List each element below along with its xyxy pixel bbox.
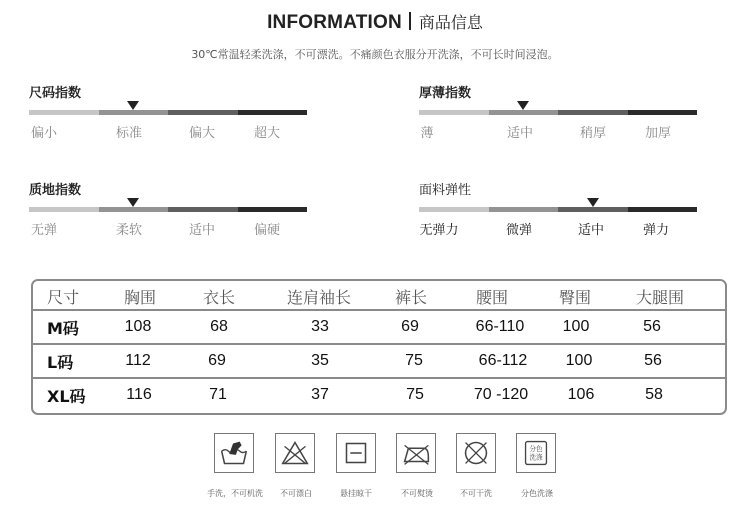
scale-bar (29, 207, 307, 212)
title-chinese: 商品信息 (418, 13, 483, 32)
separate-wash-icon (516, 433, 556, 473)
table-cell: 100 (562, 318, 590, 335)
scale-bar (419, 110, 697, 115)
table-header-cell: 衣长 (202, 287, 236, 307)
texture-index-scale (29, 179, 319, 249)
scale-option: 偏硬 (253, 223, 281, 238)
scale-marker-icon (127, 101, 139, 110)
scale-segment (238, 207, 308, 212)
scale-segment (419, 207, 489, 212)
scale-segment (628, 207, 698, 212)
scale-segment (489, 207, 559, 212)
scale-option: 加厚 (644, 126, 672, 141)
scale-segment (489, 110, 559, 115)
scale-option: 微弹 (505, 223, 533, 238)
separate-wash-text: 洗涤 (529, 453, 543, 462)
table-cell-size: M码 (47, 318, 79, 338)
table-cell: 71 (209, 386, 227, 403)
scale-segment (238, 110, 308, 115)
scale-option: 偏小 (30, 126, 58, 141)
table-cell: 68 (210, 318, 228, 335)
table-cell: 56 (643, 318, 661, 335)
table-header-cell: 臀围 (558, 287, 592, 307)
table-cell-size: L码 (47, 352, 74, 372)
page-title (0, 10, 750, 34)
table-cell: 66-110 (475, 318, 525, 335)
care-label: 不可熨烫 (401, 489, 433, 498)
scale-option: 偏大 (188, 126, 216, 141)
scale-option: 稍厚 (579, 126, 607, 141)
scale-marker-icon (517, 101, 529, 110)
scale-option: 弹力 (642, 223, 670, 238)
scale-option: 适中 (188, 223, 216, 238)
table-cell: 33 (311, 318, 329, 335)
care-label: 悬挂晾干 (340, 489, 372, 498)
scale-segment (628, 110, 698, 115)
separate-wash-text: 分色 (529, 445, 543, 454)
table-header-cell: 胸围 (123, 287, 157, 307)
scale-segment (29, 207, 99, 212)
scale-option: 无弹力 (419, 223, 459, 238)
scale-option: 无弹 (30, 223, 58, 238)
table-row (33, 345, 725, 377)
scale-segment (558, 207, 628, 212)
scale-option: 柔软 (115, 223, 143, 238)
scale-label: 厚薄指数 (419, 86, 472, 101)
table-header-cell: 裤长 (394, 287, 428, 307)
care-label: 手洗，不可机洗 (207, 489, 263, 498)
hand-wash-icon (214, 433, 254, 473)
table-cell: 100 (565, 352, 593, 369)
scale-label: 质地指数 (29, 183, 82, 198)
scale-bar (29, 110, 307, 115)
scale-segment (99, 110, 169, 115)
no-dry-clean-icon (456, 433, 496, 473)
table-cell: 75 (406, 386, 424, 403)
table-cell: 69 (208, 352, 226, 369)
table-header-cell: 腰围 (475, 287, 509, 307)
table-cell: 108 (124, 318, 152, 335)
table-header-row (33, 281, 725, 311)
table-cell: 106 (567, 386, 595, 403)
table-cell: 116 (126, 386, 152, 403)
care-label: 不可漂白 (280, 489, 312, 498)
table-cell-size: XL码 (47, 386, 86, 406)
scale-segment (29, 110, 99, 115)
table-cell: 75 (405, 352, 423, 369)
hang-dry-icon (336, 433, 376, 473)
table-cell: 66-112 (478, 352, 528, 369)
care-label: 不可干洗 (460, 489, 492, 498)
title-divider (409, 12, 411, 30)
scale-bar (419, 207, 697, 212)
scale-segment (168, 207, 238, 212)
table-cell: 69 (401, 318, 419, 335)
scale-segment (168, 110, 238, 115)
scale-segment (558, 110, 628, 115)
table-header-cell: 大腿围 (635, 287, 685, 307)
table-row (33, 311, 725, 343)
table-cell: 35 (311, 352, 329, 369)
table-cell: 112 (125, 352, 151, 369)
table-cell: 58 (645, 386, 663, 403)
scale-segment (419, 110, 489, 115)
table-cell: 37 (311, 386, 329, 403)
scale-label: 面料弹性 (419, 183, 472, 198)
scale-label: 尺码指数 (29, 86, 82, 101)
scale-option: 标准 (115, 126, 143, 141)
size-table (31, 279, 727, 415)
table-header-cell: 尺寸 (47, 287, 80, 307)
scale-option: 适中 (506, 126, 534, 141)
care-label: 分色洗涤 (521, 489, 553, 498)
table-row (33, 379, 725, 411)
scale-segment (99, 207, 169, 212)
scale-option: 薄 (420, 126, 434, 141)
no-bleach-icon (275, 433, 315, 473)
scale-option: 适中 (577, 223, 605, 238)
table-cell: 70 -120 (473, 386, 529, 403)
title-english: INFORMATION (267, 12, 402, 33)
thickness-index-scale (419, 82, 709, 152)
size-index-scale (29, 82, 319, 152)
table-header-cell: 连肩袖长 (286, 287, 352, 307)
elasticity-scale (419, 179, 709, 249)
scale-option: 超大 (253, 126, 281, 141)
no-iron-icon (396, 433, 436, 473)
scale-marker-icon (587, 198, 599, 207)
table-cell: 56 (644, 352, 662, 369)
scale-marker-icon (127, 198, 139, 207)
wash-instructions: 30℃常温轻柔洗涤，不可漂洗。不痛颜色衣服分开洗涤，不可长时间浸泡。 (191, 48, 559, 61)
